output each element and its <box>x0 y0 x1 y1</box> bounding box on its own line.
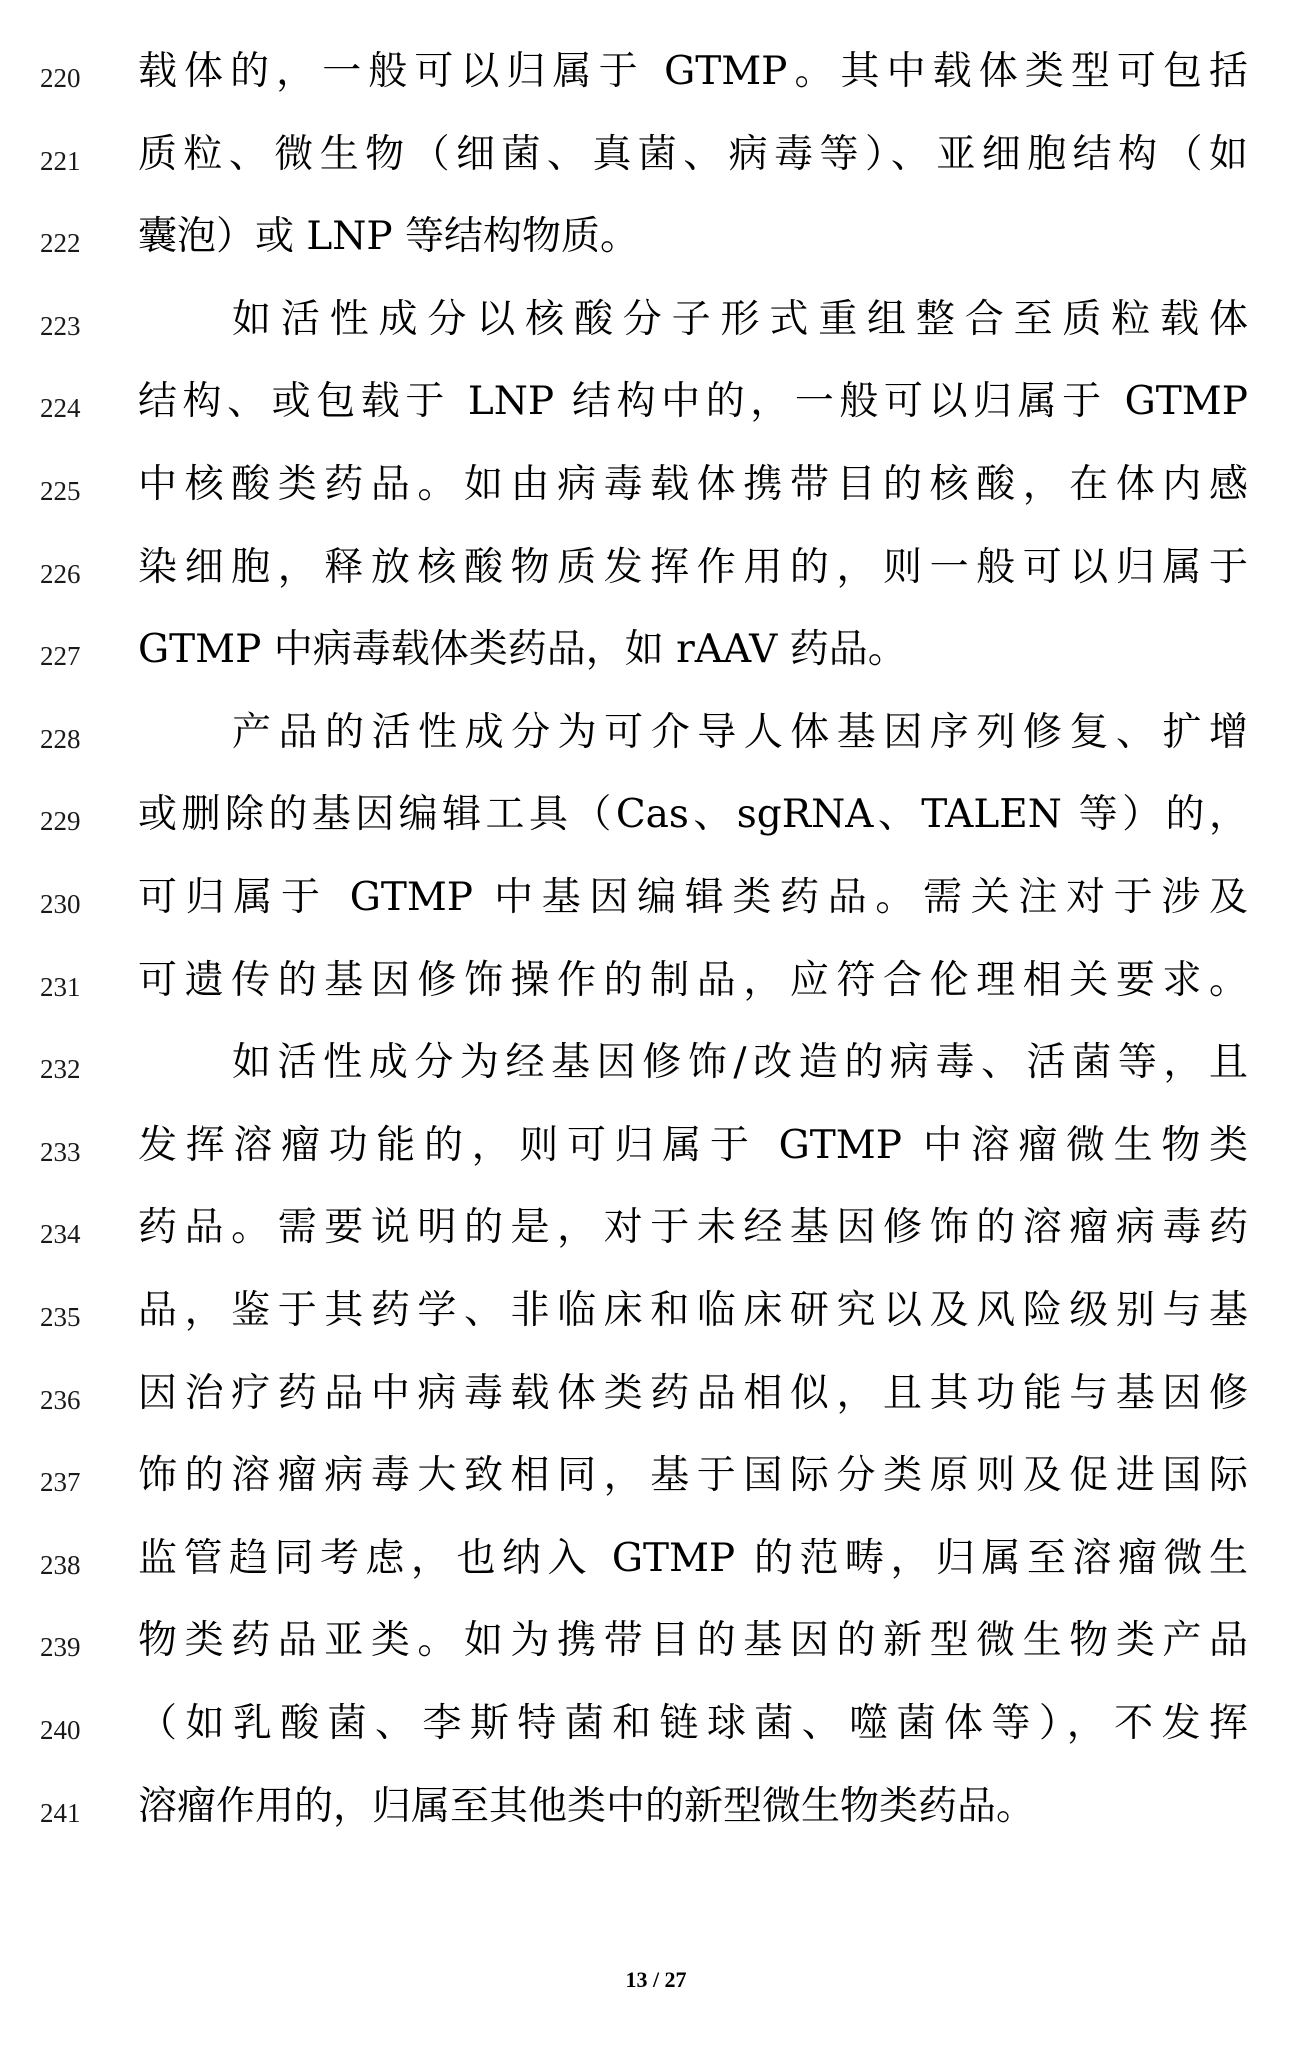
text-line <box>0 449 1312 533</box>
line-number: 237 <box>40 1467 81 1498</box>
line-text: 载体的，一般可以归属于 GTMP。其中载体类型可包括 <box>138 49 1248 94</box>
text-line <box>0 945 1312 1029</box>
line-text: 如活性成分为经基因修饰/改造的病毒、活菌等，且 <box>232 1040 1248 1086</box>
line-number: 238 <box>40 1549 81 1580</box>
line-number: 229 <box>40 806 81 837</box>
line-number: 226 <box>40 558 81 589</box>
text-line <box>0 1275 1312 1359</box>
line-number: 240 <box>40 1715 81 1745</box>
text-line <box>0 1771 1312 1855</box>
text-line <box>0 1192 1312 1276</box>
line-text: 因治疗药品中病毒载体类药品相似，且其功能与基因修 <box>138 1370 1248 1416</box>
line-number: 227 <box>40 641 81 672</box>
line-text: 染细胞，释放核酸物质发挥作用的，则一般可以归属于 <box>138 544 1248 590</box>
text-line <box>0 697 1312 781</box>
text-line <box>0 284 1312 368</box>
line-text: 如活性成分以核酸分子形式重组整合至质粒载体 <box>232 296 1248 342</box>
line-text: 发挥溶瘤功能的，则可归属于 GTMP 中溶瘤微生物类 <box>138 1122 1248 1168</box>
text-line <box>0 201 1312 285</box>
line-text: 物类药品亚类。如为携带目的基因的新型微生物类产品 <box>138 1618 1248 1664</box>
text-line <box>0 862 1312 946</box>
line-text: 可归属于 GTMP 中基因编辑类药品。需关注对于涉及 <box>138 875 1248 920</box>
line-number: 232 <box>40 1054 81 1085</box>
line-number: 235 <box>40 1302 81 1332</box>
text-line <box>0 1110 1312 1194</box>
line-text: 中核酸类药品。如由病毒载体携带目的核酸，在体内感 <box>138 462 1248 507</box>
line-number: 233 <box>40 1136 81 1167</box>
text-line <box>0 614 1312 698</box>
line-number: 239 <box>40 1632 81 1663</box>
text-line <box>0 1605 1312 1689</box>
text-line <box>0 779 1312 863</box>
line-text: 监管趋同考虑，也纳入 GTMP 的范畴，归属至溶瘤微生 <box>138 1535 1248 1581</box>
line-text: 或删除的基因编辑工具（Cas、sgRNA、TALEN 等）的， <box>138 792 1248 838</box>
text-line <box>0 1027 1312 1111</box>
line-number: 228 <box>40 723 81 754</box>
line-number: 224 <box>40 393 81 424</box>
page-number: 13 / 27 <box>625 1967 687 1992</box>
line-text: GTMP 中病毒载体类药品，如 rAAV 药品。 <box>138 627 907 673</box>
line-number: 234 <box>40 1219 81 1250</box>
line-text: 品，鉴于其药学、非临床和临床研究以及风险级别与基 <box>138 1288 1248 1333</box>
line-text: 囊泡）或 LNP 等结构物质。 <box>138 214 640 260</box>
text-line <box>0 1440 1312 1524</box>
text-line <box>0 366 1312 450</box>
line-text: 可遗传的基因修饰操作的制品，应符合伦理相关要求。 <box>138 957 1248 1003</box>
line-text: 饰的溶瘤病毒大致相同，基于国际分类原则及促进国际 <box>138 1453 1248 1499</box>
line-number: 230 <box>40 889 81 919</box>
text-line <box>0 36 1312 120</box>
line-text: 结构、或包载于 LNP 结构中的，一般可以归属于 GTMP <box>138 379 1248 425</box>
line-number: 220 <box>40 63 81 93</box>
text-line <box>0 532 1312 616</box>
text-line <box>0 119 1312 203</box>
line-text: 药品。需要说明的是，对于未经基因修饰的溶瘤病毒药 <box>138 1205 1248 1251</box>
text-line <box>0 1358 1312 1442</box>
line-text: 质粒、微生物（细菌、真菌、病毒等）、亚细胞结构（如 <box>138 131 1248 177</box>
line-number: 231 <box>40 971 81 1002</box>
line-number: 221 <box>40 145 81 176</box>
line-text: （如乳酸菌、李斯特菌和链球菌、噬菌体等），不发挥 <box>138 1701 1248 1746</box>
line-number: 223 <box>40 310 81 341</box>
line-number: 236 <box>40 1384 81 1415</box>
line-number: 225 <box>40 476 81 506</box>
line-text: 产品的活性成分为可介导人体基因序列修复、扩增 <box>232 709 1248 755</box>
line-text: 溶瘤作用的，归属至其他类中的新型微生物类药品。 <box>138 1783 1036 1829</box>
line-number: 222 <box>40 228 81 259</box>
line-number: 241 <box>40 1797 81 1828</box>
text-line <box>0 1523 1312 1607</box>
text-line <box>0 1688 1312 1772</box>
